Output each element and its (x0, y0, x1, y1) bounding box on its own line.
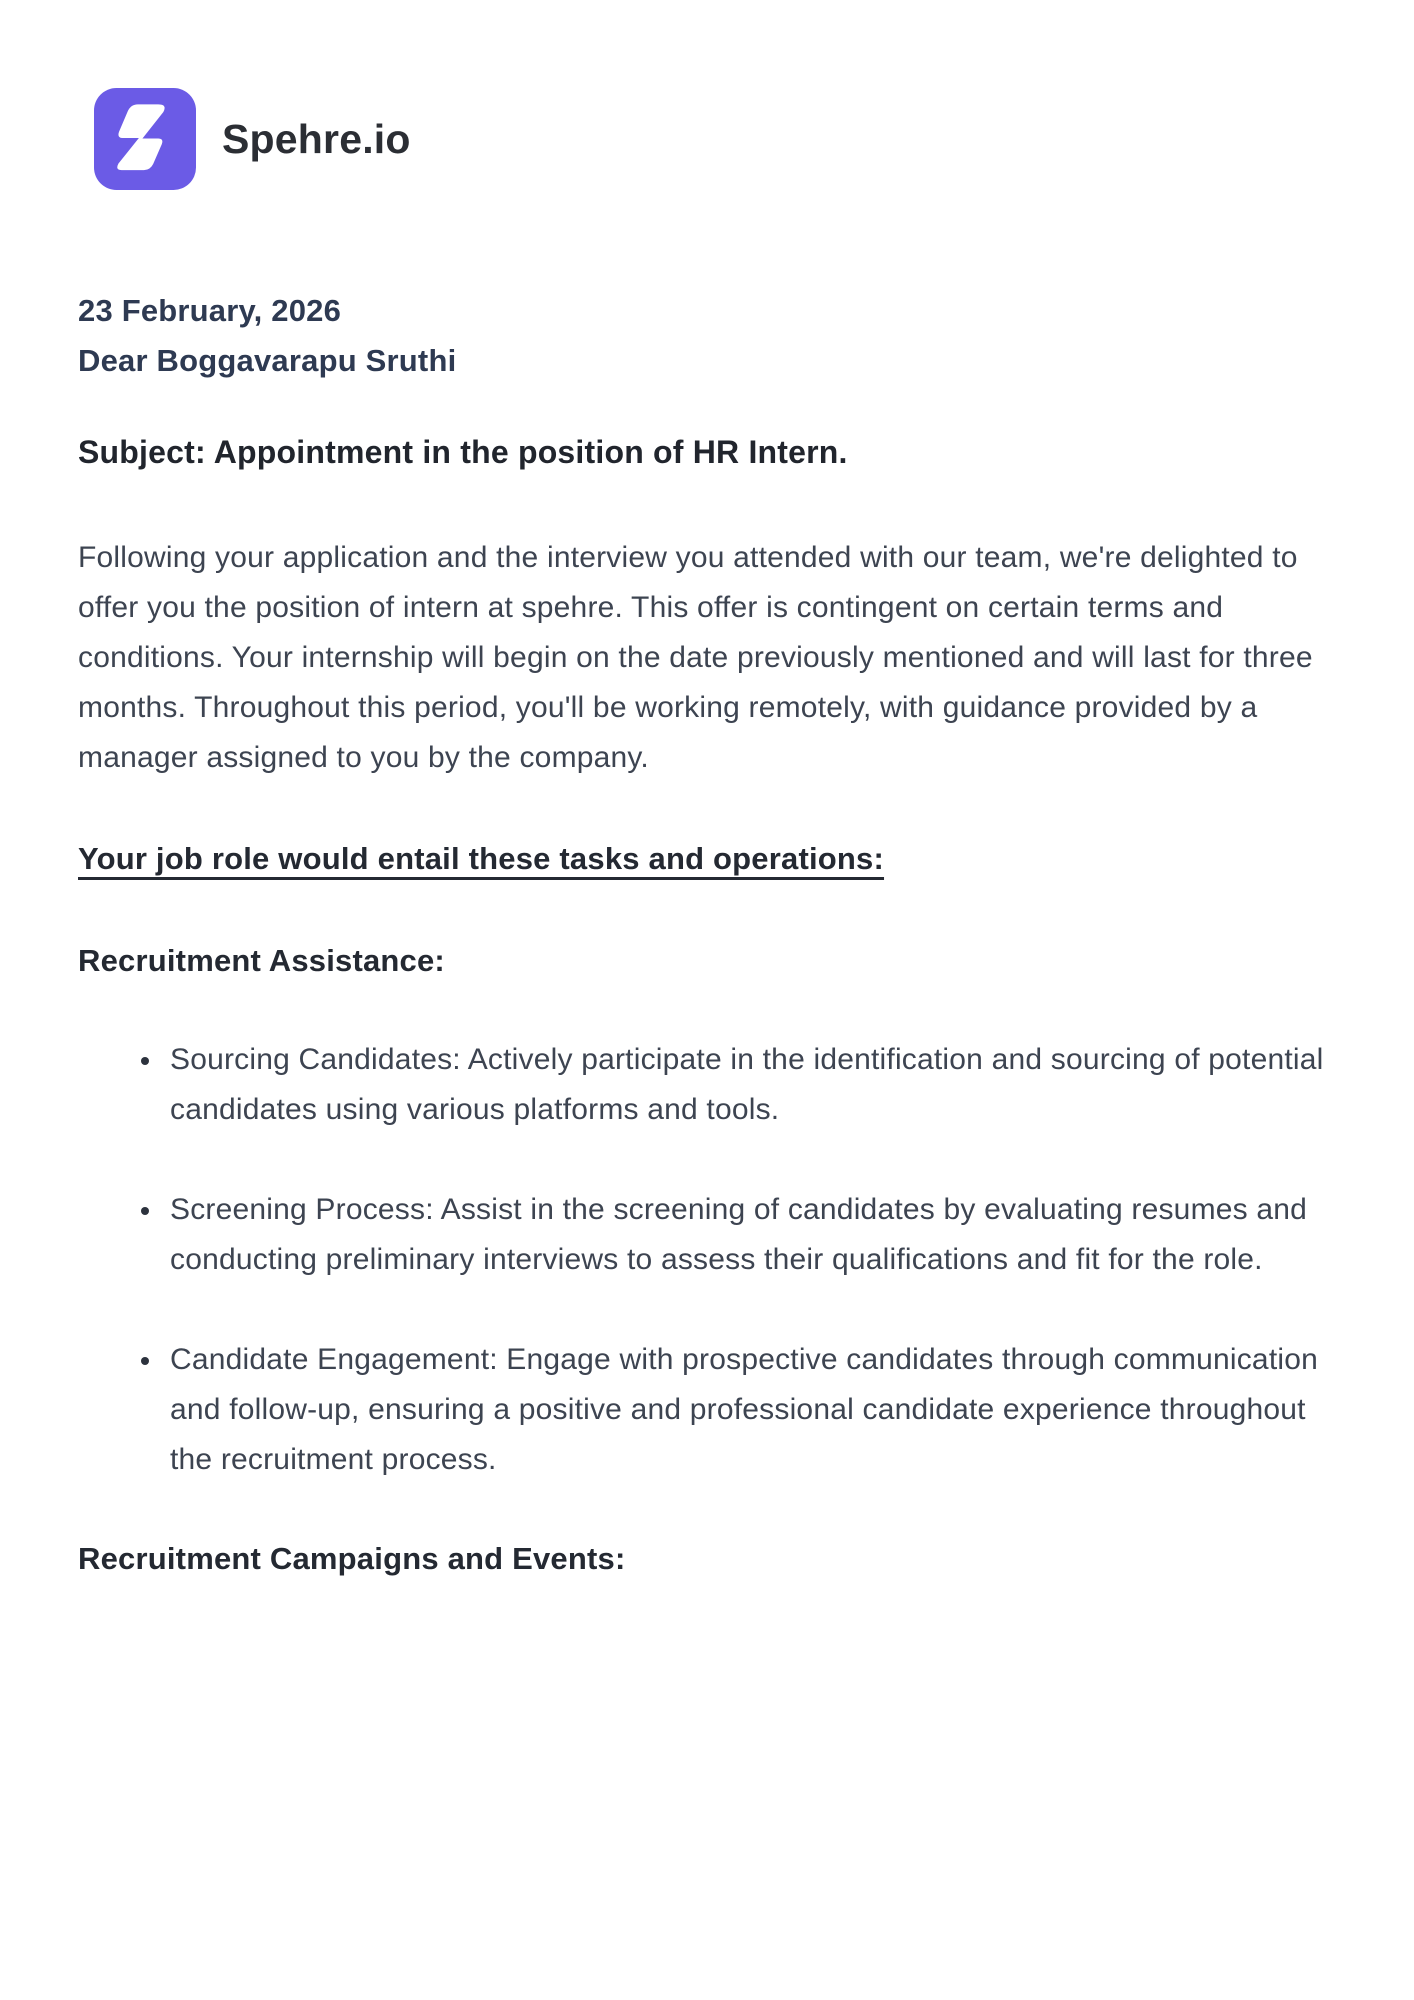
recruitment-assistance-list (78, 1035, 1334, 1485)
brand-name: Spehre.io (222, 115, 411, 162)
letter-meta (78, 286, 1334, 386)
letter-date: 23 February, 2026 (78, 293, 342, 328)
letter-salutation: Dear Boggavarapu Sruthi (78, 343, 457, 378)
section-heading-recruitment-campaigns: Recruitment Campaigns and Events: (78, 1541, 626, 1576)
letter-body (78, 286, 1334, 1577)
subject-line: Subject: Appointment in the position of HR Intern. (78, 434, 848, 470)
tasks-heading: Your job role would entail these tasks and operations: (78, 841, 885, 876)
spehre-logo-icon (94, 88, 196, 190)
bullet-sourcing-candidates: • Sourcing Candidates: Actively participate in the identification and sourcing of potential candidates using various platforms and tools. (164, 1035, 1334, 1135)
bullet-screening-process: • Screening Process: Assist in the screening of candidates by evaluating resumes and conducting preliminary interviews to assess their qualifications and fit for the role. (164, 1185, 1334, 1285)
section-heading-recruitment-assistance: Recruitment Assistance: (78, 943, 445, 978)
bullet-candidate-engagement: • Candidate Engagement: Engage with prospective candidates through communication and follow-up, ensuring a positive and professional candidate experience throughout the recruitment process. (164, 1335, 1334, 1485)
intro-paragraph: Following your application and the interview you attended with our team, we're delighted to offer you the position of intern at spehre. This offer is contingent on certain terms and conditions. Your internship will begin on the date previously mentioned and will last for three months. Throughout this period, you'll be working remotely, with guidance provided by a manager assigned to you by the company. (78, 541, 1313, 774)
brand-header (94, 88, 1334, 190)
